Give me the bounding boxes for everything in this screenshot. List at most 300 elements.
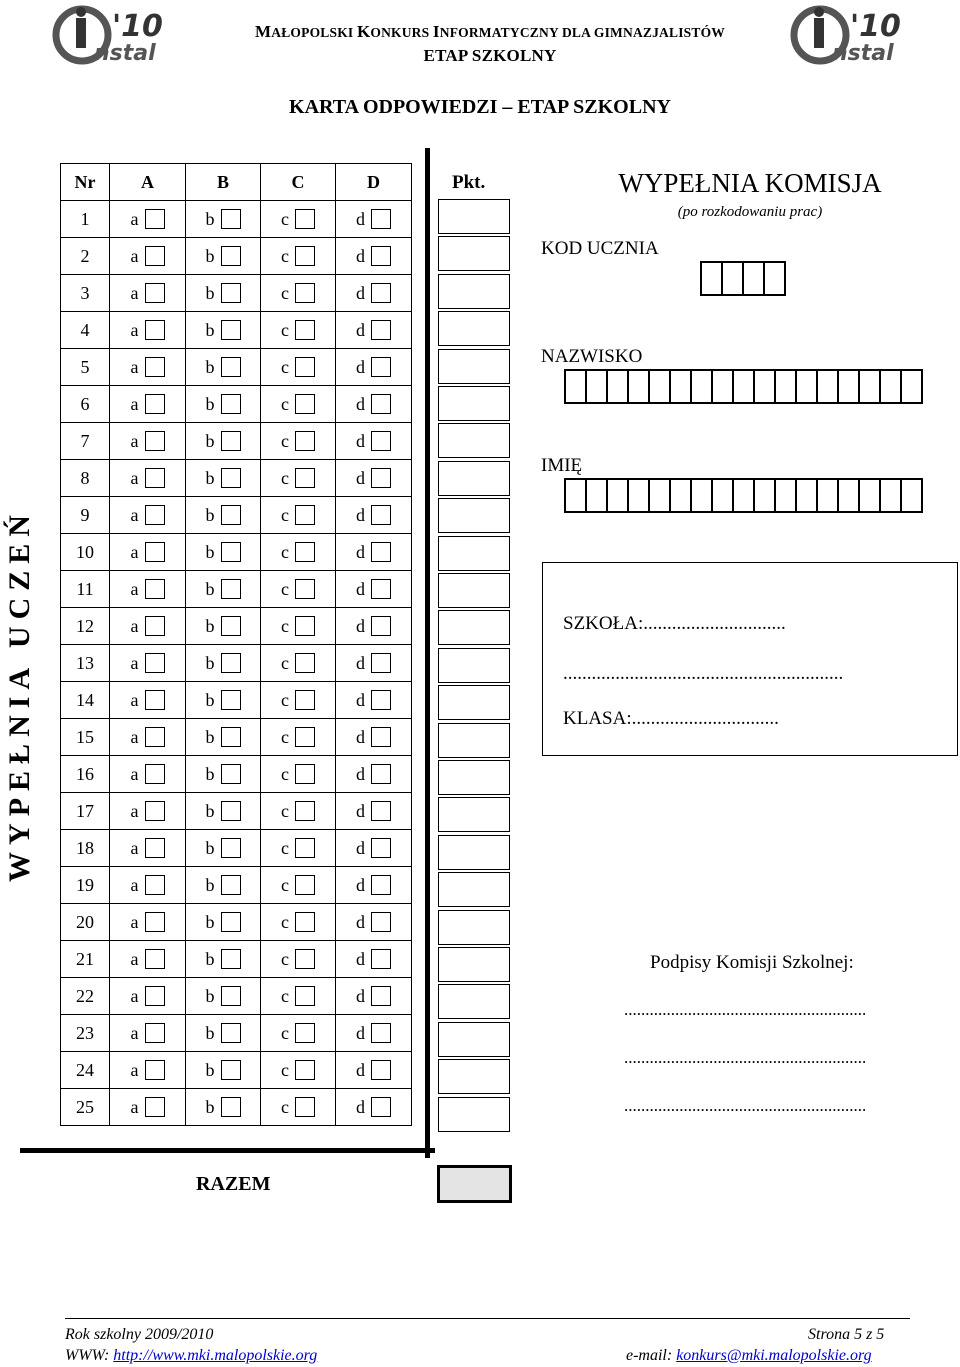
answer-checkbox[interactable] xyxy=(371,209,391,229)
answer-checkbox[interactable] xyxy=(295,838,315,858)
points-box[interactable] xyxy=(438,1097,510,1132)
answer-option xyxy=(356,431,391,452)
answer-checkbox[interactable] xyxy=(295,283,315,303)
points-box[interactable] xyxy=(438,236,510,271)
points-box[interactable] xyxy=(438,1022,510,1057)
answer-checkbox[interactable] xyxy=(371,912,391,932)
option-letter: b xyxy=(205,208,215,229)
letter-cell[interactable] xyxy=(900,369,923,404)
answer-option xyxy=(131,1097,165,1118)
answer-checkbox[interactable] xyxy=(295,1023,315,1043)
answer-checkbox[interactable] xyxy=(221,616,241,636)
points-box[interactable] xyxy=(438,835,510,870)
answer-checkbox[interactable] xyxy=(295,579,315,599)
option-letter: d xyxy=(356,948,365,969)
option-letter: b xyxy=(205,1059,215,1080)
answer-option xyxy=(356,320,391,341)
answer-checkbox[interactable] xyxy=(145,616,165,636)
answer-option xyxy=(206,690,241,711)
answer-checkbox[interactable] xyxy=(145,727,165,747)
answer-checkbox[interactable] xyxy=(221,468,241,488)
answer-checkbox[interactable] xyxy=(221,986,241,1006)
letter-cell[interactable] xyxy=(774,478,797,513)
answer-checkbox[interactable] xyxy=(221,949,241,969)
letter-cell[interactable] xyxy=(700,261,723,296)
option-letter: d xyxy=(356,1022,365,1043)
letter-cell[interactable] xyxy=(627,369,650,404)
option-cell xyxy=(186,978,261,1015)
letter-cell[interactable] xyxy=(669,369,692,404)
option-letter: b xyxy=(205,319,215,340)
option-letter: c xyxy=(281,1096,289,1117)
answer-option xyxy=(281,801,315,822)
answer-row xyxy=(61,1015,412,1052)
svg-text:'10: '10 xyxy=(112,9,163,44)
answer-checkbox[interactable] xyxy=(221,542,241,562)
answer-checkbox[interactable] xyxy=(371,616,391,636)
option-letter: c xyxy=(281,837,289,858)
school-field[interactable]: SZKOŁA:.............................. xyxy=(563,613,786,634)
points-box[interactable] xyxy=(438,423,510,458)
letter-cell[interactable] xyxy=(837,369,860,404)
points-box[interactable] xyxy=(438,947,510,982)
letter-cell[interactable] xyxy=(648,478,671,513)
letter-cell[interactable] xyxy=(690,369,713,404)
class-field[interactable]: KLASA:............................... xyxy=(563,708,779,729)
option-letter: a xyxy=(130,763,139,784)
answer-checkbox[interactable] xyxy=(221,357,241,377)
option-letter: b xyxy=(205,541,215,562)
answer-checkbox[interactable] xyxy=(145,949,165,969)
option-cell xyxy=(261,830,336,867)
letter-cell[interactable] xyxy=(879,369,902,404)
option-cell xyxy=(186,904,261,941)
letter-cell[interactable] xyxy=(816,478,839,513)
option-letter: b xyxy=(205,504,215,525)
letter-cell[interactable] xyxy=(669,478,692,513)
section-divider-horizontal xyxy=(20,1148,435,1153)
points-box[interactable] xyxy=(438,685,510,720)
letter-cell[interactable] xyxy=(721,261,744,296)
answer-checkbox[interactable] xyxy=(221,579,241,599)
question-number: 4 xyxy=(61,312,110,349)
option-letter: d xyxy=(356,911,365,932)
letter-cell[interactable] xyxy=(742,261,765,296)
email-line xyxy=(626,1347,872,1365)
answer-checkbox[interactable] xyxy=(295,505,315,525)
answer-checkbox[interactable] xyxy=(371,579,391,599)
option-letter: c xyxy=(281,1022,289,1043)
option-cell xyxy=(110,978,186,1015)
answer-row xyxy=(61,460,412,497)
letter-cell[interactable] xyxy=(732,478,755,513)
answer-checkbox[interactable] xyxy=(145,690,165,710)
question-number: 7 xyxy=(61,423,110,460)
student-code-label: KOD UCZNIA xyxy=(541,238,659,259)
letter-cell[interactable] xyxy=(900,478,923,513)
answer-checkbox[interactable] xyxy=(145,542,165,562)
letter-cell[interactable] xyxy=(753,369,776,404)
answer-checkbox[interactable] xyxy=(221,912,241,932)
answer-checkbox[interactable] xyxy=(221,764,241,784)
option-cell xyxy=(186,682,261,719)
points-box[interactable] xyxy=(438,648,510,683)
answer-checkbox[interactable] xyxy=(221,209,241,229)
option-cell xyxy=(336,275,412,312)
answer-row xyxy=(61,497,412,534)
commission-title: WYPEŁNIA KOMISJA xyxy=(618,168,882,198)
answer-checkbox[interactable] xyxy=(371,1023,391,1043)
answer-checkbox[interactable] xyxy=(371,838,391,858)
option-cell xyxy=(261,756,336,793)
answer-checkbox[interactable] xyxy=(221,246,241,266)
answer-option xyxy=(281,690,315,711)
option-letter: d xyxy=(356,1096,365,1117)
answer-option xyxy=(356,875,391,896)
option-letter: a xyxy=(130,393,139,414)
commission-subtitle: (po rozkodowaniu prac) xyxy=(677,204,823,220)
points-box[interactable] xyxy=(438,910,510,945)
option-cell xyxy=(261,719,336,756)
points-box[interactable] xyxy=(438,199,510,234)
question-number: 16 xyxy=(61,756,110,793)
option-cell xyxy=(336,423,412,460)
letter-cell[interactable] xyxy=(606,369,629,404)
header-b: B xyxy=(186,164,261,201)
answer-checkbox[interactable] xyxy=(221,1060,241,1080)
answer-checkbox[interactable] xyxy=(145,1060,165,1080)
option-cell xyxy=(186,534,261,571)
answer-checkbox[interactable] xyxy=(371,394,391,414)
answer-checkbox[interactable] xyxy=(295,209,315,229)
answer-checkbox[interactable] xyxy=(371,690,391,710)
website-link[interactable]: http://www.mki.malopolskie.org xyxy=(113,1347,318,1364)
option-cell xyxy=(336,571,412,608)
letter-cell[interactable] xyxy=(564,369,587,404)
option-cell xyxy=(261,460,336,497)
answer-option xyxy=(356,209,391,230)
answer-row xyxy=(61,312,412,349)
answer-option xyxy=(281,1060,315,1081)
answer-checkbox[interactable] xyxy=(371,320,391,340)
answer-checkbox[interactable] xyxy=(295,468,315,488)
answer-option xyxy=(281,1097,315,1118)
signature-line[interactable]: ......................................................... xyxy=(624,1048,867,1067)
letter-cell[interactable] xyxy=(774,369,797,404)
answer-checkbox[interactable] xyxy=(221,320,241,340)
answer-option xyxy=(281,875,315,896)
option-letter: d xyxy=(356,319,365,340)
answer-row xyxy=(61,571,412,608)
option-cell xyxy=(336,608,412,645)
answer-checkbox[interactable] xyxy=(145,912,165,932)
answer-checkbox[interactable] xyxy=(371,764,391,784)
answer-checkbox[interactable] xyxy=(371,949,391,969)
points-box[interactable] xyxy=(438,797,510,832)
answer-option xyxy=(131,357,165,378)
answer-option xyxy=(206,394,241,415)
signature-line[interactable]: ......................................................... xyxy=(624,1096,867,1115)
website-label: WWW: xyxy=(65,1347,114,1364)
answer-checkbox[interactable] xyxy=(295,542,315,562)
total-points-box[interactable] xyxy=(437,1165,512,1203)
points-box[interactable] xyxy=(438,536,510,571)
option-letter: d xyxy=(356,874,365,895)
answer-option xyxy=(281,394,315,415)
letter-cell[interactable] xyxy=(564,478,587,513)
answer-checkbox[interactable] xyxy=(145,875,165,895)
answer-checkbox[interactable] xyxy=(221,505,241,525)
answer-checkbox[interactable] xyxy=(221,690,241,710)
answer-option xyxy=(206,1097,241,1118)
answer-checkbox[interactable] xyxy=(295,1097,315,1117)
letter-cell[interactable] xyxy=(858,369,881,404)
answer-checkbox[interactable] xyxy=(295,912,315,932)
option-cell xyxy=(110,534,186,571)
option-cell xyxy=(261,386,336,423)
answer-checkbox[interactable] xyxy=(295,653,315,673)
answer-checkbox[interactable] xyxy=(371,468,391,488)
website-line xyxy=(65,1347,317,1365)
answer-option xyxy=(206,912,241,933)
option-cell xyxy=(186,830,261,867)
points-box[interactable] xyxy=(438,984,510,1019)
option-cell xyxy=(261,682,336,719)
answer-checkbox[interactable] xyxy=(295,801,315,821)
answer-checkbox[interactable] xyxy=(371,246,391,266)
answer-checkbox[interactable] xyxy=(371,283,391,303)
answer-checkbox[interactable] xyxy=(145,357,165,377)
answer-checkbox[interactable] xyxy=(371,986,391,1006)
answer-checkbox[interactable] xyxy=(371,542,391,562)
option-letter: a xyxy=(130,319,139,340)
option-cell xyxy=(261,904,336,941)
answer-checkbox[interactable] xyxy=(221,653,241,673)
letter-cell[interactable] xyxy=(732,369,755,404)
answer-checkbox[interactable] xyxy=(295,431,315,451)
letter-cell[interactable] xyxy=(858,478,881,513)
points-header: Pkt. xyxy=(452,172,486,193)
signature-line[interactable]: ......................................................... xyxy=(624,1000,867,1019)
answer-checkbox[interactable] xyxy=(145,838,165,858)
answer-checkbox[interactable] xyxy=(295,727,315,747)
option-cell xyxy=(336,682,412,719)
header-c: C xyxy=(261,164,336,201)
student-code-field[interactable] xyxy=(700,261,784,296)
option-letter: c xyxy=(281,689,289,710)
answer-checkbox[interactable] xyxy=(371,801,391,821)
side-label-text: WYPEŁNIA UCZEŃ xyxy=(3,508,36,882)
answer-checkbox[interactable] xyxy=(145,1023,165,1043)
letter-cell[interactable] xyxy=(585,478,608,513)
answer-option xyxy=(356,505,391,526)
answer-checkbox[interactable] xyxy=(221,1023,241,1043)
answer-checkbox[interactable] xyxy=(295,764,315,784)
answer-checkbox[interactable] xyxy=(295,986,315,1006)
answer-checkbox[interactable] xyxy=(295,690,315,710)
option-letter: c xyxy=(281,504,289,525)
letter-cell[interactable] xyxy=(753,478,776,513)
option-letter: a xyxy=(130,652,139,673)
points-box[interactable] xyxy=(438,386,510,421)
letter-cell[interactable] xyxy=(879,478,902,513)
answer-checkbox[interactable] xyxy=(145,764,165,784)
option-cell xyxy=(261,793,336,830)
option-letter: b xyxy=(205,985,215,1006)
answer-checkbox[interactable] xyxy=(371,653,391,673)
option-cell xyxy=(186,1052,261,1089)
answer-checkbox[interactable] xyxy=(295,394,315,414)
letter-cell[interactable] xyxy=(627,478,650,513)
answer-option xyxy=(281,209,315,230)
points-box[interactable] xyxy=(438,1059,510,1094)
answer-checkbox[interactable] xyxy=(295,1060,315,1080)
points-box[interactable] xyxy=(438,498,510,533)
answer-checkbox[interactable] xyxy=(295,357,315,377)
option-cell xyxy=(336,1052,412,1089)
answer-checkbox[interactable] xyxy=(145,801,165,821)
letter-cell[interactable] xyxy=(795,478,818,513)
school-info-box xyxy=(542,562,958,756)
first-name-field[interactable] xyxy=(564,478,921,513)
letter-cell[interactable] xyxy=(606,478,629,513)
answer-option xyxy=(131,542,165,563)
surname-field[interactable] xyxy=(564,369,921,404)
points-box[interactable] xyxy=(438,461,510,496)
option-cell xyxy=(186,941,261,978)
option-cell xyxy=(261,423,336,460)
answer-checkbox[interactable] xyxy=(221,394,241,414)
side-label xyxy=(0,490,40,900)
answer-checkbox[interactable] xyxy=(371,875,391,895)
question-number: 3 xyxy=(61,275,110,312)
answer-checkbox[interactable] xyxy=(371,727,391,747)
letter-cell[interactable] xyxy=(837,478,860,513)
option-cell xyxy=(110,867,186,904)
answer-checkbox[interactable] xyxy=(221,1097,241,1117)
email-link[interactable]: konkurs@mki.malopolskie.org xyxy=(676,1347,872,1364)
option-letter: d xyxy=(356,282,365,303)
option-cell xyxy=(261,238,336,275)
answer-row xyxy=(61,867,412,904)
points-box[interactable] xyxy=(438,723,510,758)
points-box[interactable] xyxy=(438,610,510,645)
option-cell xyxy=(336,312,412,349)
letter-cell[interactable] xyxy=(648,369,671,404)
points-box[interactable] xyxy=(438,872,510,907)
points-box[interactable] xyxy=(438,760,510,795)
answer-checkbox[interactable] xyxy=(371,1060,391,1080)
school-field-continued[interactable]: ........................................................... xyxy=(563,663,844,684)
answer-checkbox[interactable] xyxy=(221,727,241,747)
answer-option xyxy=(131,579,165,600)
points-box[interactable] xyxy=(438,311,510,346)
answer-checkbox[interactable] xyxy=(371,1097,391,1117)
answer-checkbox[interactable] xyxy=(221,801,241,821)
question-number: 5 xyxy=(61,349,110,386)
option-cell xyxy=(261,497,336,534)
letter-cell[interactable] xyxy=(690,478,713,513)
letter-cell[interactable] xyxy=(711,478,734,513)
answer-checkbox[interactable] xyxy=(371,357,391,377)
answer-checkbox[interactable] xyxy=(145,505,165,525)
answer-option xyxy=(281,986,315,1007)
answer-checkbox[interactable] xyxy=(145,209,165,229)
option-cell xyxy=(110,201,186,238)
answer-option xyxy=(356,1097,391,1118)
contest-name xyxy=(190,22,790,42)
option-cell xyxy=(261,1089,336,1126)
answer-checkbox[interactable] xyxy=(145,1097,165,1117)
answer-checkbox[interactable] xyxy=(295,246,315,266)
answer-option xyxy=(131,283,165,304)
answer-checkbox[interactable] xyxy=(145,431,165,451)
letter-cell[interactable] xyxy=(763,261,786,296)
option-letter: d xyxy=(356,356,365,377)
answer-checkbox[interactable] xyxy=(145,579,165,599)
answer-checkbox[interactable] xyxy=(145,320,165,340)
letter-cell[interactable] xyxy=(816,369,839,404)
option-letter: d xyxy=(356,652,365,673)
option-letter: c xyxy=(281,763,289,784)
answer-option xyxy=(131,209,165,230)
points-box[interactable] xyxy=(438,573,510,608)
letter-cell[interactable] xyxy=(711,369,734,404)
points-box[interactable] xyxy=(438,274,510,309)
answer-checkbox[interactable] xyxy=(221,431,241,451)
question-number: 8 xyxy=(61,460,110,497)
option-cell xyxy=(110,238,186,275)
answer-checkbox[interactable] xyxy=(295,320,315,340)
answer-option xyxy=(356,394,391,415)
answer-option xyxy=(206,320,241,341)
answer-checkbox[interactable] xyxy=(221,875,241,895)
question-number: 6 xyxy=(61,386,110,423)
header-d: D xyxy=(336,164,412,201)
option-cell xyxy=(110,386,186,423)
option-letter: c xyxy=(281,282,289,303)
answer-checkbox[interactable] xyxy=(145,468,165,488)
option-letter: c xyxy=(281,245,289,266)
answer-option xyxy=(131,1023,165,1044)
answer-checkbox[interactable] xyxy=(221,283,241,303)
option-cell xyxy=(186,312,261,349)
answer-option xyxy=(281,431,315,452)
answer-checkbox[interactable] xyxy=(371,505,391,525)
answer-checkbox[interactable] xyxy=(145,986,165,1006)
answer-checkbox[interactable] xyxy=(145,283,165,303)
answer-checkbox[interactable] xyxy=(221,838,241,858)
option-cell xyxy=(186,1089,261,1126)
answer-checkbox[interactable] xyxy=(371,431,391,451)
answer-option xyxy=(356,653,391,674)
answer-option xyxy=(281,616,315,637)
option-letter: a xyxy=(130,1022,139,1043)
letter-cell[interactable] xyxy=(795,369,818,404)
option-letter: b xyxy=(205,615,215,636)
answer-row xyxy=(61,386,412,423)
answer-checkbox[interactable] xyxy=(295,875,315,895)
answer-checkbox[interactable] xyxy=(145,394,165,414)
points-box[interactable] xyxy=(438,349,510,384)
answer-option xyxy=(356,690,391,711)
letter-cell[interactable] xyxy=(585,369,608,404)
answer-checkbox[interactable] xyxy=(295,616,315,636)
answer-checkbox[interactable] xyxy=(145,246,165,266)
answer-checkbox[interactable] xyxy=(295,949,315,969)
answer-option xyxy=(356,1060,391,1081)
answer-checkbox[interactable] xyxy=(145,653,165,673)
